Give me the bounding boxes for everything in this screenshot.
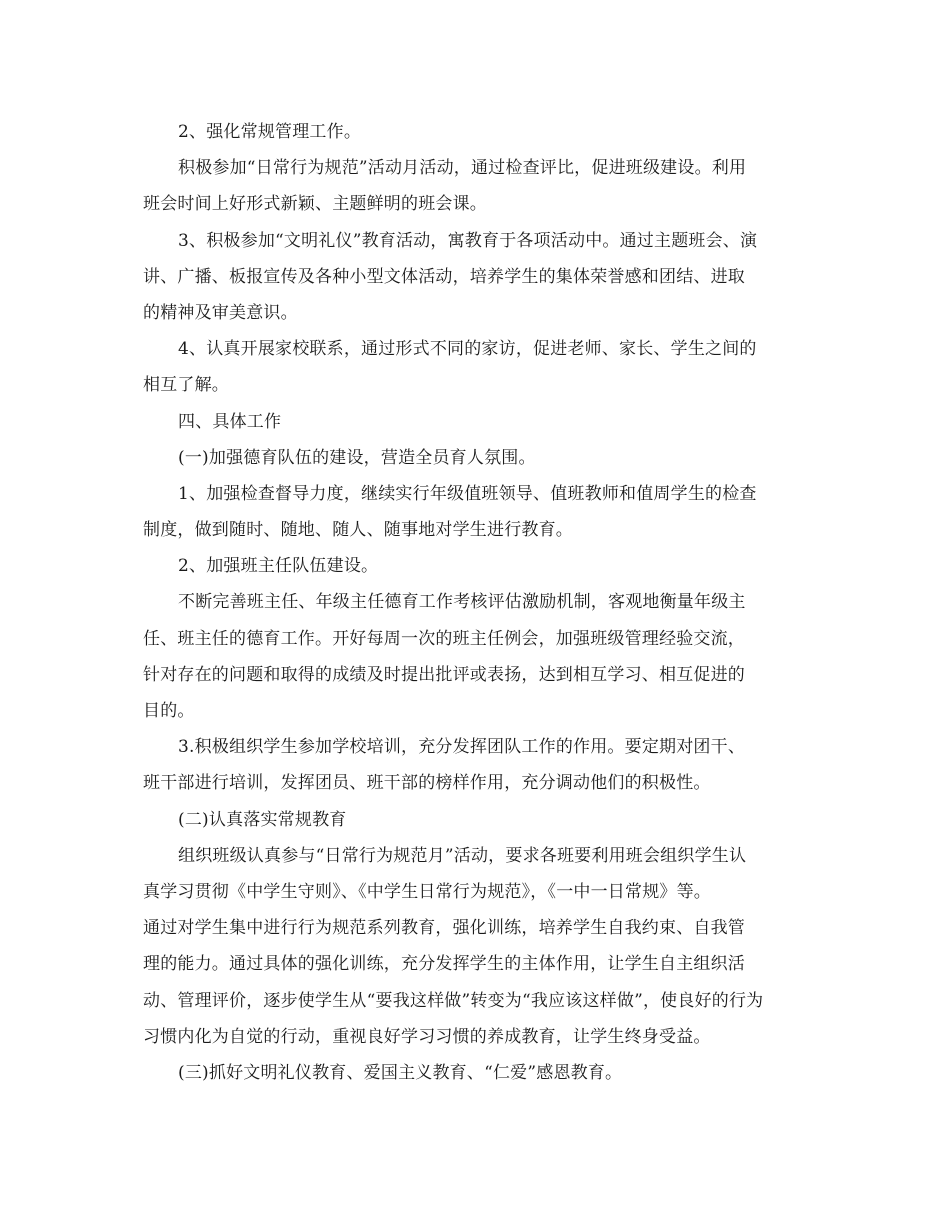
text-line: 积极参加“日常行为规范”活动月活动，通过检查评比，促进班级建设。利用 [178,158,747,179]
text-line: 4、认真开展家校联系，通过形式不同的家访，促进老师、家长、学生之间的 [178,339,757,360]
text-line: 2、强化常规管理工作。 [178,122,362,142]
document-body [143,114,813,1091]
text-line: (三)抓好文明礼仪教育、爱国主义教育、“仁爱”感恩教育。 [178,1062,623,1083]
text-line: 3.积极组织学生参加学校培训，充分发挥团队工作的作用。要定期对团干、 [178,737,746,758]
text-line: 动、管理评价，逐步使学生从“要我这样做”转变为“我应该这样做”，使良好的行为 [143,990,764,1011]
text-line: 1、加强检查督导力度，继续实行年级值班领导、值班教师和值周学生的检查 [178,483,757,504]
text-line: 任、班主任的德育工作。开好每周一次的班主任例会，加强班级管理经验交流， [143,628,745,649]
text-line: 通过对学生集中进行行为规范系列教育，强化训练，培养学生自我约束、自我管 [143,918,745,939]
text-line: 组织班级认真参与“日常行为规范月”活动，要求各班要利用班会组织学生认 [178,845,747,866]
text-line: 班会时间上好形式新颖、主题鲜明的班会课。 [143,194,487,215]
text-line: 讲、广播、板报宣传及各种小型文体活动，培养学生的集体荣誉感和团结、进取 [143,266,745,287]
text-line: 习惯内化为自觉的行动，重视良好学习习惯的养成教育，让学生终身受益。 [143,1026,711,1047]
text-line: (一)加强德育队伍的建设，营造全员育人氛围。 [178,447,536,468]
text-line: 理的能力。通过具体的强化训练，充分发挥学生的主体作用，让学生自主组织活 [143,954,745,975]
text-line: (二)认真落实常规教育 [178,809,347,830]
text-line: 不断完善班主任、年级主任德育工作考核评估激励机制，客观地衡量年级主 [178,592,746,613]
text-line: 3、积极参加“文明礼仪”教育活动，寓教育于各项活动中。通过主题班会、演 [178,230,758,251]
text-line: 相互了解。 [143,375,229,396]
text-line: 目的。 [143,701,195,721]
text-line: 2、加强班主任队伍建设。 [178,556,379,577]
text-line: 班干部进行培训，发挥团员、班干部的榜样作用，充分调动他们的积极性。 [143,773,711,794]
text-line: 四、具体工作 [178,411,282,432]
text-line: 真学习贯彻《中学生守则》、《中学生日常行为规范》，《一中一日常规》等。 [143,881,711,902]
text-line: 制度，做到随时、随地、随人、随事地对学生进行教育。 [143,520,573,541]
text-line: 的精神及审美意识。 [143,302,298,323]
text-line: 针对存在的问题和取得的成绩及时提出批评或表扬，达到相互学习、相互促进的 [143,664,745,685]
